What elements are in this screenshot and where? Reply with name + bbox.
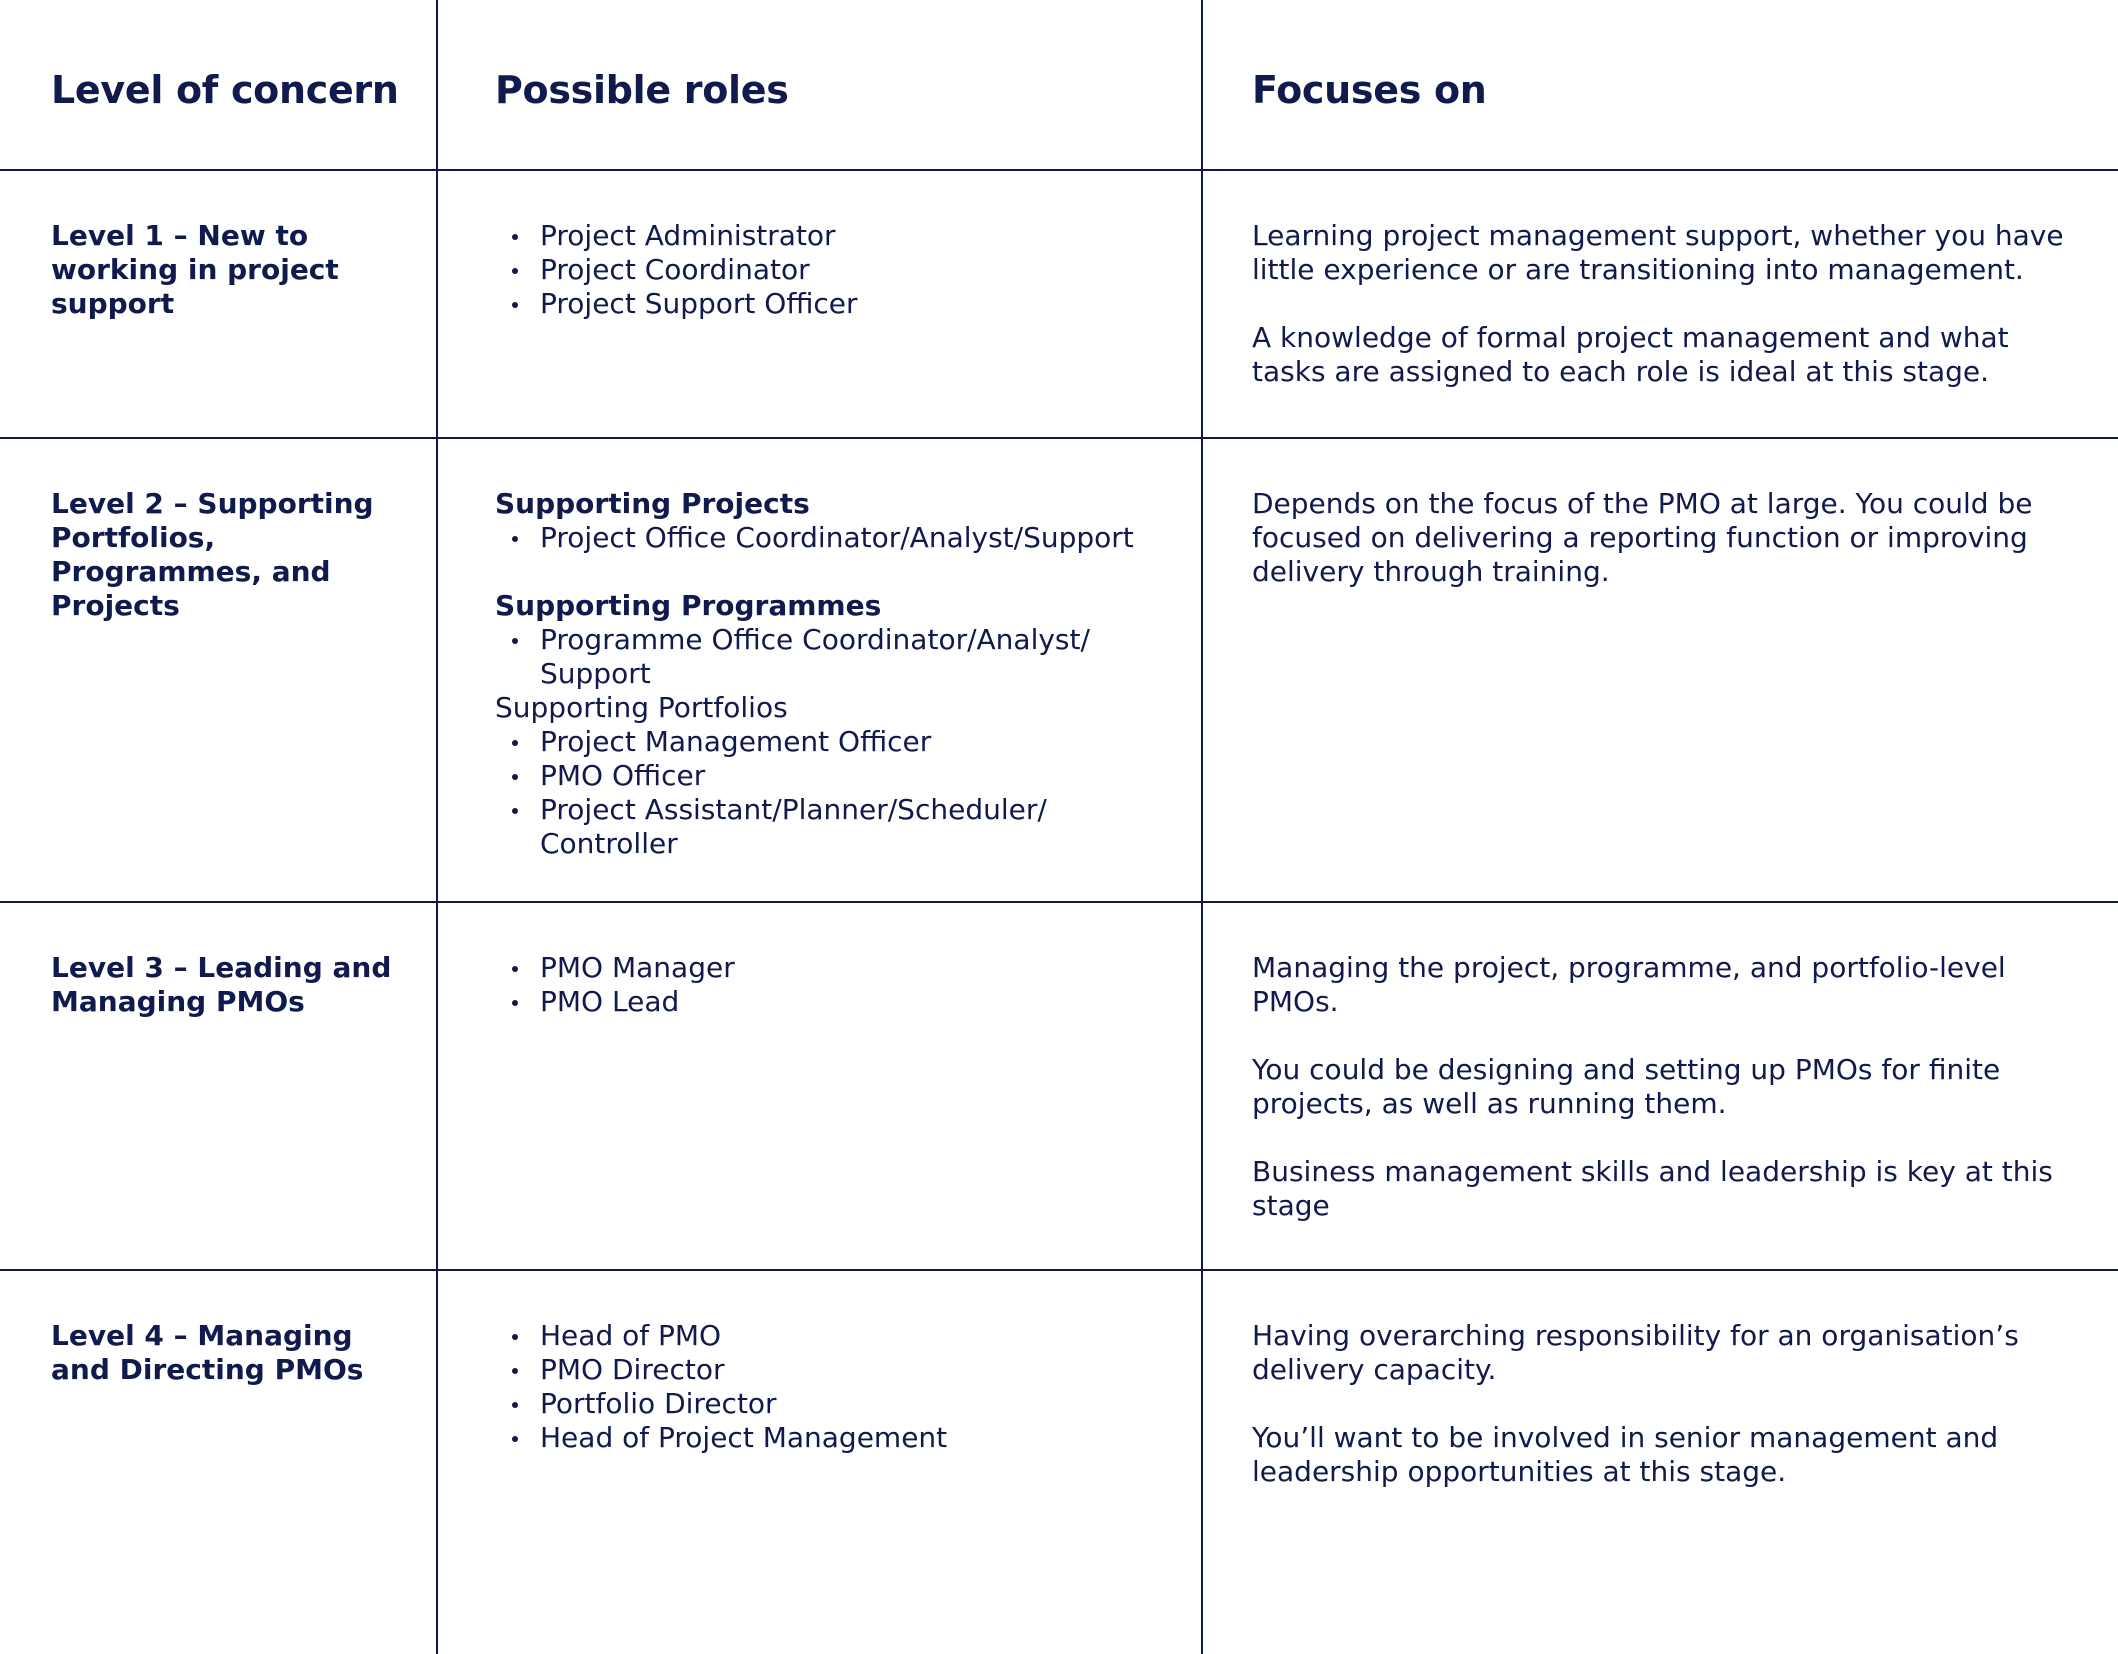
header-cell-level xyxy=(0,0,438,171)
role-item: PMO Director xyxy=(495,1353,1181,1387)
roles-list xyxy=(495,725,1181,861)
role-group-title: Supporting Projects xyxy=(495,487,810,520)
level-cell xyxy=(0,439,438,903)
roles-list xyxy=(495,623,1181,691)
roles-cell xyxy=(438,439,1203,903)
focus-paragraph: Business management skills and leadership is key at this stage xyxy=(1252,1155,2053,1222)
role-item: Project Office Coordinator/Analyst/Support xyxy=(495,521,1181,555)
header-possible-roles: Possible roles xyxy=(495,68,789,112)
roles-cell xyxy=(438,903,1203,1271)
header-cell-focus xyxy=(1203,0,2118,171)
role-group-title: Supporting Programmes xyxy=(495,589,882,622)
header-focuses-on: Focuses on xyxy=(1252,68,1487,112)
role-item: Project Support Officer xyxy=(495,287,1181,321)
role-item: Project Assistant/Planner/Scheduler/ Controller xyxy=(495,793,1181,861)
level-title: Level 2 – Supporting Portfolios, Programmes, and Projects xyxy=(51,487,374,622)
role-item: Project Management Officer xyxy=(495,725,1181,759)
level-title: Level 4 – Managing and Directing PMOs xyxy=(51,1319,364,1386)
header-level-of-concern: Level of concern xyxy=(51,68,399,112)
role-item: Head of Project Management xyxy=(495,1421,1181,1455)
role-item: Head of PMO xyxy=(495,1319,1181,1353)
role-item: Project Coordinator xyxy=(495,253,1181,287)
level-cell xyxy=(0,903,438,1271)
roles-cell xyxy=(438,1271,1203,1654)
roles-list xyxy=(495,219,1181,321)
focus-cell xyxy=(1203,439,2118,903)
focus-paragraph: Having overarching responsibility for an organisation’s delivery capacity. xyxy=(1252,1319,2019,1386)
focus-paragraph: Learning project management support, whether you have little experience or are transitioning into management. xyxy=(1252,219,2064,286)
focus-paragraph: Depends on the focus of the PMO at large. You could be focused on delivering a reporting function or improving delivery through training. xyxy=(1252,487,2033,588)
role-item: Project Administrator xyxy=(495,219,1181,253)
roles-list xyxy=(495,951,1181,1019)
focus-paragraph: You could be designing and setting up PMOs for finite projects, as well as running them. xyxy=(1252,1053,2001,1120)
spacer xyxy=(495,555,1181,589)
level-cell xyxy=(0,1271,438,1654)
focus-cell xyxy=(1203,903,2118,1271)
focus-paragraph: You’ll want to be involved in senior management and leadership opportunities at this stage. xyxy=(1252,1421,1999,1488)
level-title: Level 1 – New to working in project support xyxy=(51,219,339,320)
roles-list xyxy=(495,1319,1181,1455)
role-item: PMO Officer xyxy=(495,759,1181,793)
role-item: Programme Office Coordinator/Analyst/ Support xyxy=(495,623,1181,691)
roles-list xyxy=(495,521,1181,555)
level-cell xyxy=(0,171,438,439)
header-cell-roles xyxy=(438,0,1203,171)
focus-cell xyxy=(1203,171,2118,439)
role-item: Portfolio Director xyxy=(495,1387,1181,1421)
role-group-title: Supporting Portfolios xyxy=(495,691,788,724)
focus-cell xyxy=(1203,1271,2118,1654)
focus-paragraph: A knowledge of formal project management and what tasks are assigned to each role is ideal at this stage. xyxy=(1252,321,2009,388)
level-title: Level 3 – Leading and Managing PMOs xyxy=(51,951,392,1018)
roles-cell xyxy=(438,171,1203,439)
focus-paragraph: Managing the project, programme, and portfolio-level PMOs. xyxy=(1252,951,2006,1018)
role-item: PMO Manager xyxy=(495,951,1181,985)
role-item: PMO Lead xyxy=(495,985,1181,1019)
